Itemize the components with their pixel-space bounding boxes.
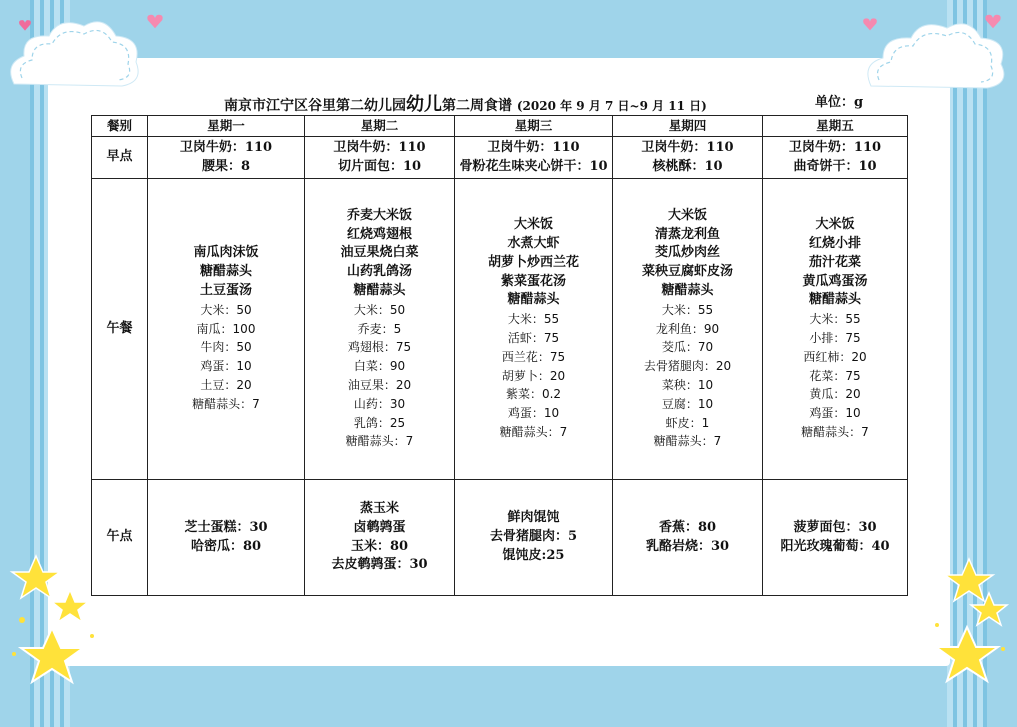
snack-cell: 香蕉：80 乳酪岩烧：30 bbox=[613, 480, 763, 596]
lunch-cell: 大米饭 水煮大虾 胡萝卜炒西兰花 紫菜蛋花汤 糖醋蒜头 大米：55 活虾：75 西兰花：75 胡萝卜：20 紫菜：0.2 鸡蛋：10 糖醋蒜头：7 bbox=[455, 179, 613, 480]
heart-icon bbox=[984, 12, 1002, 30]
snack-cell: 鲜肉馄饨 去骨猪腿肉：5 馄饨皮:25 bbox=[455, 480, 613, 596]
header-meal-type: 餐别 bbox=[92, 116, 148, 137]
unit-label: 单位：g bbox=[815, 95, 864, 110]
lunch-cell: 大米饭 清蒸龙利鱼 茭瓜炒肉丝 菜秧豆腐虾皮汤 糖醋蒜头 大米：55 龙利鱼：90 茭瓜：70 去骨猪腿肉：20 菜秧：10 豆腐：10 虾皮：1 糖醋蒜头：7 bbox=[613, 179, 763, 480]
breakfast-cell: 卫岗牛奶：110 核桃酥：10 bbox=[613, 137, 763, 179]
breakfast-row bbox=[92, 137, 908, 179]
star-decoration-right bbox=[907, 555, 1017, 727]
snack-cell: 芝士蛋糕：30 哈密瓜：80 bbox=[148, 480, 305, 596]
header-monday: 星期一 bbox=[148, 116, 305, 137]
breakfast-label: 早点 bbox=[92, 137, 148, 179]
page-title: 南京市江宁区谷里第二幼儿园幼儿第二周食谱 (2020 年 9 月 7 日~9 月 11 日) bbox=[224, 94, 707, 115]
header-friday: 星期五 bbox=[763, 116, 908, 137]
lunch-cell: 大米饭 红烧小排 茄汁花菜 黄瓜鸡蛋汤 糖醋蒜头 大米：55 小排：75 西红柿：20 花菜：75 黄瓜：20 鸡蛋：10 糖醋蒜头：7 bbox=[763, 179, 908, 480]
header-tuesday: 星期二 bbox=[305, 116, 455, 137]
lunch-label: 午餐 bbox=[92, 179, 148, 480]
snack-cell: 菠萝面包：30 阳光玫瑰葡萄：40 bbox=[763, 480, 908, 596]
header-row bbox=[92, 116, 908, 137]
heart-icon bbox=[862, 16, 878, 32]
lunch-cell: 南瓜肉沫饭 糖醋蒜头 土豆蛋汤 大米：50 南瓜：100 牛肉：50 鸡蛋：10 土豆：20 糖醋蒜头：7 bbox=[148, 179, 305, 480]
breakfast-cell: 卫岗牛奶：110 骨粉花生味夹心饼干：10 bbox=[455, 137, 613, 179]
breakfast-cell: 卫岗牛奶：110 腰果：8 bbox=[148, 137, 305, 179]
lunch-cell: 乔麦大米饭 红烧鸡翅根 油豆果烧白菜 山药乳鸽汤 糖醋蒜头 大米：50 乔麦：5 鸡翅根：75 白菜：90 油豆果：20 山药：30 乳鸽：25 糖醋蒜头：7 bbox=[305, 179, 455, 480]
heart-icon bbox=[146, 12, 164, 30]
snack-cell: 蒸玉米 卤鹌鹑蛋 玉米：80 去皮鹌鹑蛋：30 bbox=[305, 480, 455, 596]
header-wednesday: 星期三 bbox=[455, 116, 613, 137]
heart-icon bbox=[18, 18, 32, 32]
breakfast-cell: 卫岗牛奶：110 切片面包：10 bbox=[305, 137, 455, 179]
breakfast-cell: 卫岗牛奶：110 曲奇饼干：10 bbox=[763, 137, 908, 179]
header-thursday: 星期四 bbox=[613, 116, 763, 137]
snack-row bbox=[92, 480, 908, 596]
lunch-row bbox=[92, 179, 908, 480]
menu-table bbox=[91, 115, 908, 596]
snack-label: 午点 bbox=[92, 480, 148, 596]
